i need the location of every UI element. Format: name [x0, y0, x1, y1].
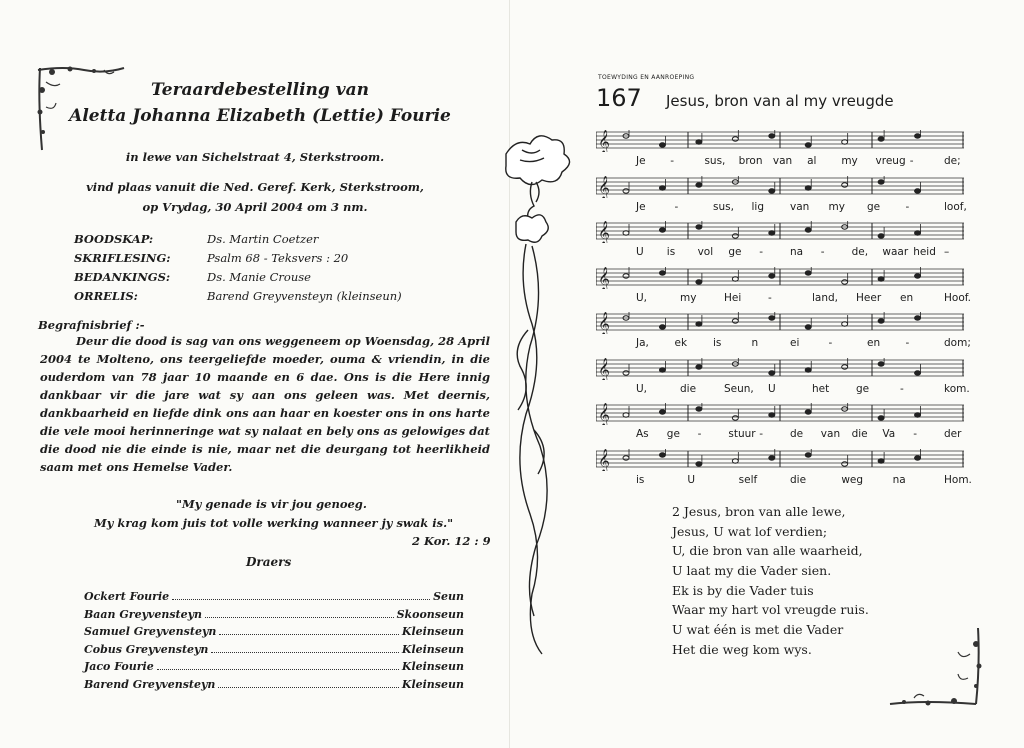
lyric-line — [596, 200, 967, 215]
lyric-syllable: die — [851, 428, 868, 440]
lyric-syllable: As — [636, 428, 649, 440]
lyric-syllable: - — [768, 291, 772, 304]
treble-clef-icon: 𝄞 — [598, 266, 610, 289]
leader-dots — [218, 687, 399, 688]
lyric-syllable: van — [790, 200, 810, 213]
role-label: ORRELIS: — [74, 289, 138, 303]
venue-line: vind plaas vanuit die Ned. Geref. Kerk, Sterkstroom, — [86, 180, 424, 194]
lyric-syllable: de — [790, 428, 804, 440]
right-page — [510, 0, 1024, 748]
lyric-syllable: en — [867, 337, 881, 349]
hymn-category: TOEWYDING EN AANROEPING — [598, 74, 695, 81]
music-staff — [596, 176, 964, 198]
treble-clef-icon: 𝄞 — [598, 175, 610, 198]
lyric-syllable: Je — [636, 155, 646, 167]
lyric-syllable: U, — [636, 291, 648, 304]
bearer-name: Ockert Fourie — [84, 590, 170, 603]
lyric-line — [596, 473, 972, 488]
lyric-syllable: ge — [856, 382, 870, 395]
lyric-syllable: Hom. — [944, 473, 972, 486]
music-staff — [596, 449, 964, 471]
stanza-line: U laat my die Vader sien. — [672, 563, 832, 579]
lyric-syllable: ei — [790, 337, 800, 349]
bearer-name: Barend Greyvensteyn — [84, 677, 216, 691]
verse-line-1: "My genade is vir jou genoeg. — [176, 497, 367, 511]
lyric-syllable: bron — [738, 155, 763, 167]
letter-label: Begrafnisbrief :- — [38, 318, 145, 332]
lyric-syllable: - — [697, 428, 702, 440]
lyric-syllable: - — [905, 337, 910, 349]
lyric-syllable: ge — [728, 246, 742, 258]
lyric-syllable: – — [944, 246, 950, 258]
role-label: BOODSKAP: — [74, 232, 154, 246]
lyric-syllable: van — [820, 428, 841, 440]
leader-dots — [219, 634, 399, 635]
lyric-syllable: - — [905, 200, 910, 213]
bearer-row — [84, 678, 464, 696]
lyric-syllable: lig — [751, 200, 764, 213]
bearer-row — [84, 608, 464, 626]
lyric-line — [596, 246, 964, 260]
lyric-syllable: ek — [674, 337, 688, 349]
lyric-syllable: is — [636, 473, 645, 486]
bearer-row — [84, 625, 464, 643]
lyric-syllable: Hoof. — [944, 291, 972, 304]
lyric-syllable: U, — [636, 382, 648, 395]
lyric-syllable: U — [636, 246, 644, 258]
role-label: SKRIFLESING: — [74, 251, 171, 265]
verse-line-2: My krag kom juis tot volle werking wanneer jy swak is." — [94, 516, 454, 530]
bearer-relation: Kleinseun — [401, 677, 464, 691]
lyric-syllable: - — [674, 200, 679, 213]
lyric-syllable: is — [713, 337, 722, 349]
bearer-relation: Skoonseun — [396, 607, 464, 621]
lyric-syllable: kom. — [944, 382, 970, 395]
lyric-syllable: de, — [851, 246, 869, 258]
bearer-name: Samuel Greyvensteyn — [84, 625, 217, 639]
lyric-syllable: n — [751, 337, 759, 349]
lyric-syllable: de; — [944, 155, 961, 167]
stanza-2 — [672, 502, 869, 660]
bearer-row — [84, 660, 464, 678]
music-staff — [596, 358, 964, 380]
stanza-line: Ek is by die Vader tuis — [672, 582, 814, 598]
bearer-relation: Kleinseun — [401, 642, 464, 656]
lyric-syllable: my — [828, 200, 845, 213]
music-staff — [596, 130, 964, 152]
floral-corner-bottom-right — [884, 624, 984, 710]
bearer-name: Baan Greyvensteyn — [84, 607, 203, 621]
title-line-2: Aletta Johanna Elizabeth (Lettie) Fourie — [69, 106, 451, 126]
lyric-syllable: en — [900, 291, 914, 304]
leader-dots — [157, 669, 399, 670]
leader-dots — [205, 617, 394, 618]
lyric-syllable: Seun, — [724, 382, 754, 395]
lyric-syllable: sus, — [713, 200, 734, 213]
lyric-syllable: na — [892, 473, 906, 486]
lyric-syllable: - — [670, 155, 675, 167]
treble-clef-icon: 𝄞 — [598, 357, 610, 380]
lyric-line — [596, 155, 964, 169]
hymn-number: 167 — [596, 84, 642, 112]
lyric-syllable: - — [759, 428, 763, 440]
lyric-syllable: sus, — [704, 155, 726, 167]
role-row — [74, 232, 402, 251]
datetime-line: op Vrydag, 30 April 2004 om 3 nm. — [142, 200, 368, 214]
lyric-syllable: die — [680, 382, 697, 395]
lyric-syllable: is — [666, 246, 676, 258]
treble-clef-icon: 𝄞 — [598, 448, 610, 471]
stanza-line: Jesus, U wat lof verdien; — [672, 523, 828, 539]
lyric-syllable: al — [807, 155, 817, 167]
role-value: Barend Greyvensteyn (kleinseun) — [207, 289, 402, 303]
leader-dots — [172, 599, 430, 600]
treble-clef-icon: 𝄞 — [598, 221, 610, 243]
stanza-line: 2 Jesus, bron van alle lewe, — [672, 504, 846, 519]
lyric-syllable: Ja, — [636, 337, 649, 349]
treble-clef-icon: 𝄞 — [598, 312, 610, 334]
lyric-syllable: na — [790, 246, 804, 258]
residence-line: in lewe van Sichelstraat 4, Sterkstroom. — [125, 150, 385, 164]
lyric-syllable: het — [812, 382, 830, 395]
role-value: Ds. Manie Crouse — [207, 270, 311, 284]
lyric-syllable: van — [772, 155, 793, 167]
bearer-name: Jaco Fourie — [84, 660, 154, 674]
lyric-syllable: ge — [666, 428, 680, 440]
lyric-syllable: der — [944, 428, 962, 440]
bearer-relation: Kleinseun — [401, 625, 464, 639]
music-staff — [596, 267, 964, 289]
left-page — [0, 0, 510, 748]
lyric-syllable: self — [738, 473, 758, 486]
lyric-syllable: waar — [882, 246, 909, 258]
lyric-syllable: heid — [913, 246, 936, 258]
bearer-row — [84, 643, 464, 661]
lyric-syllable: - — [759, 246, 763, 258]
lyric-syllable: loof, — [944, 200, 967, 213]
role-row — [74, 251, 402, 270]
verse-reference: 2 Kor. 12 : 9 — [412, 534, 491, 548]
hymn-title: Jesus, bron van al my vreugde — [666, 92, 894, 110]
lyric-syllable: Heer — [856, 291, 882, 304]
stanza-line: U, die bron van alle waarheid, — [672, 543, 863, 559]
lyric-line — [596, 428, 964, 442]
lyric-syllable: - — [820, 246, 825, 258]
treble-clef-icon: 𝄞 — [598, 403, 610, 425]
lyric-syllable: vreug — [875, 155, 906, 167]
lyric-syllable: my — [841, 155, 858, 167]
lyric-line — [596, 337, 971, 351]
service-roles — [74, 232, 402, 308]
stanza-line: Het die weg kom wys. — [672, 641, 812, 657]
lyric-line — [596, 291, 972, 306]
lyric-line — [596, 382, 970, 397]
lyric-syllable: my — [680, 291, 697, 304]
lyric-syllable: land, — [812, 291, 839, 304]
bearer-relation: Seun — [433, 590, 464, 603]
bearer-name: Cobus Greyvensteyn — [84, 642, 209, 656]
lyric-syllable: die — [790, 473, 807, 486]
music-staff — [596, 403, 964, 425]
lyric-syllable: dom; — [944, 337, 971, 349]
lyric-syllable: - — [900, 382, 904, 395]
lyric-syllable: ge — [867, 200, 881, 213]
role-row — [74, 289, 402, 308]
role-row — [74, 270, 402, 289]
lyric-syllable: weg — [841, 473, 864, 486]
lyric-syllable: - — [913, 428, 917, 440]
lyric-syllable: vol — [697, 246, 714, 258]
lyric-syllable: U — [687, 473, 696, 486]
bearer-relation: Kleinseun — [401, 660, 464, 674]
lyric-syllable: - — [828, 337, 833, 349]
leader-dots — [211, 652, 398, 653]
role-value: Psalm 68 - Teksvers : 20 — [207, 251, 349, 265]
lyric-syllable: stuur — [728, 428, 756, 440]
music-staff — [596, 221, 964, 243]
treble-clef-icon: 𝄞 — [598, 130, 610, 152]
stanza-line: U wat één is met die Vader — [672, 622, 844, 638]
bearer-row — [84, 590, 464, 608]
title-line-1: Teraardebestelling van — [151, 80, 369, 100]
lyric-syllable: Hei — [724, 291, 742, 304]
lyric-syllable: Je — [636, 200, 646, 213]
bearers-heading: Draers — [246, 555, 292, 569]
music-staff — [596, 312, 964, 334]
role-label: BEDANKINGS: — [74, 270, 171, 284]
funeral-letter: Deur die dood is sag van ons weggeneem op Woensdag, 28 April 2004 te Molteno, ons teergeliefde moeder, ouma & vriendin, in die ouderdom van 78 jaar 10 maande en 6 dae. Ons is die Here innig dankbaar vir die jare wat sy aan ons geleen was. Met deernis, dankbaarheid en liefde dink ons aan haar en koester ons in ons harte die vele mooi herinneringe wat sy nalaat en bely ons as gelowiges dat die dood nie die einde is nie, maar net die deurgang tot heerlikheid saam met ons Hemelse Vader. — [40, 334, 490, 474]
bearers-list — [84, 590, 464, 696]
lyric-syllable: U — [768, 382, 776, 395]
lyric-syllable: - — [909, 155, 914, 167]
role-value: Ds. Martin Coetzer — [207, 232, 319, 246]
stanza-line: Waar my hart vol vreugde ruis. — [672, 602, 869, 618]
lyric-syllable: Va — [882, 428, 896, 440]
